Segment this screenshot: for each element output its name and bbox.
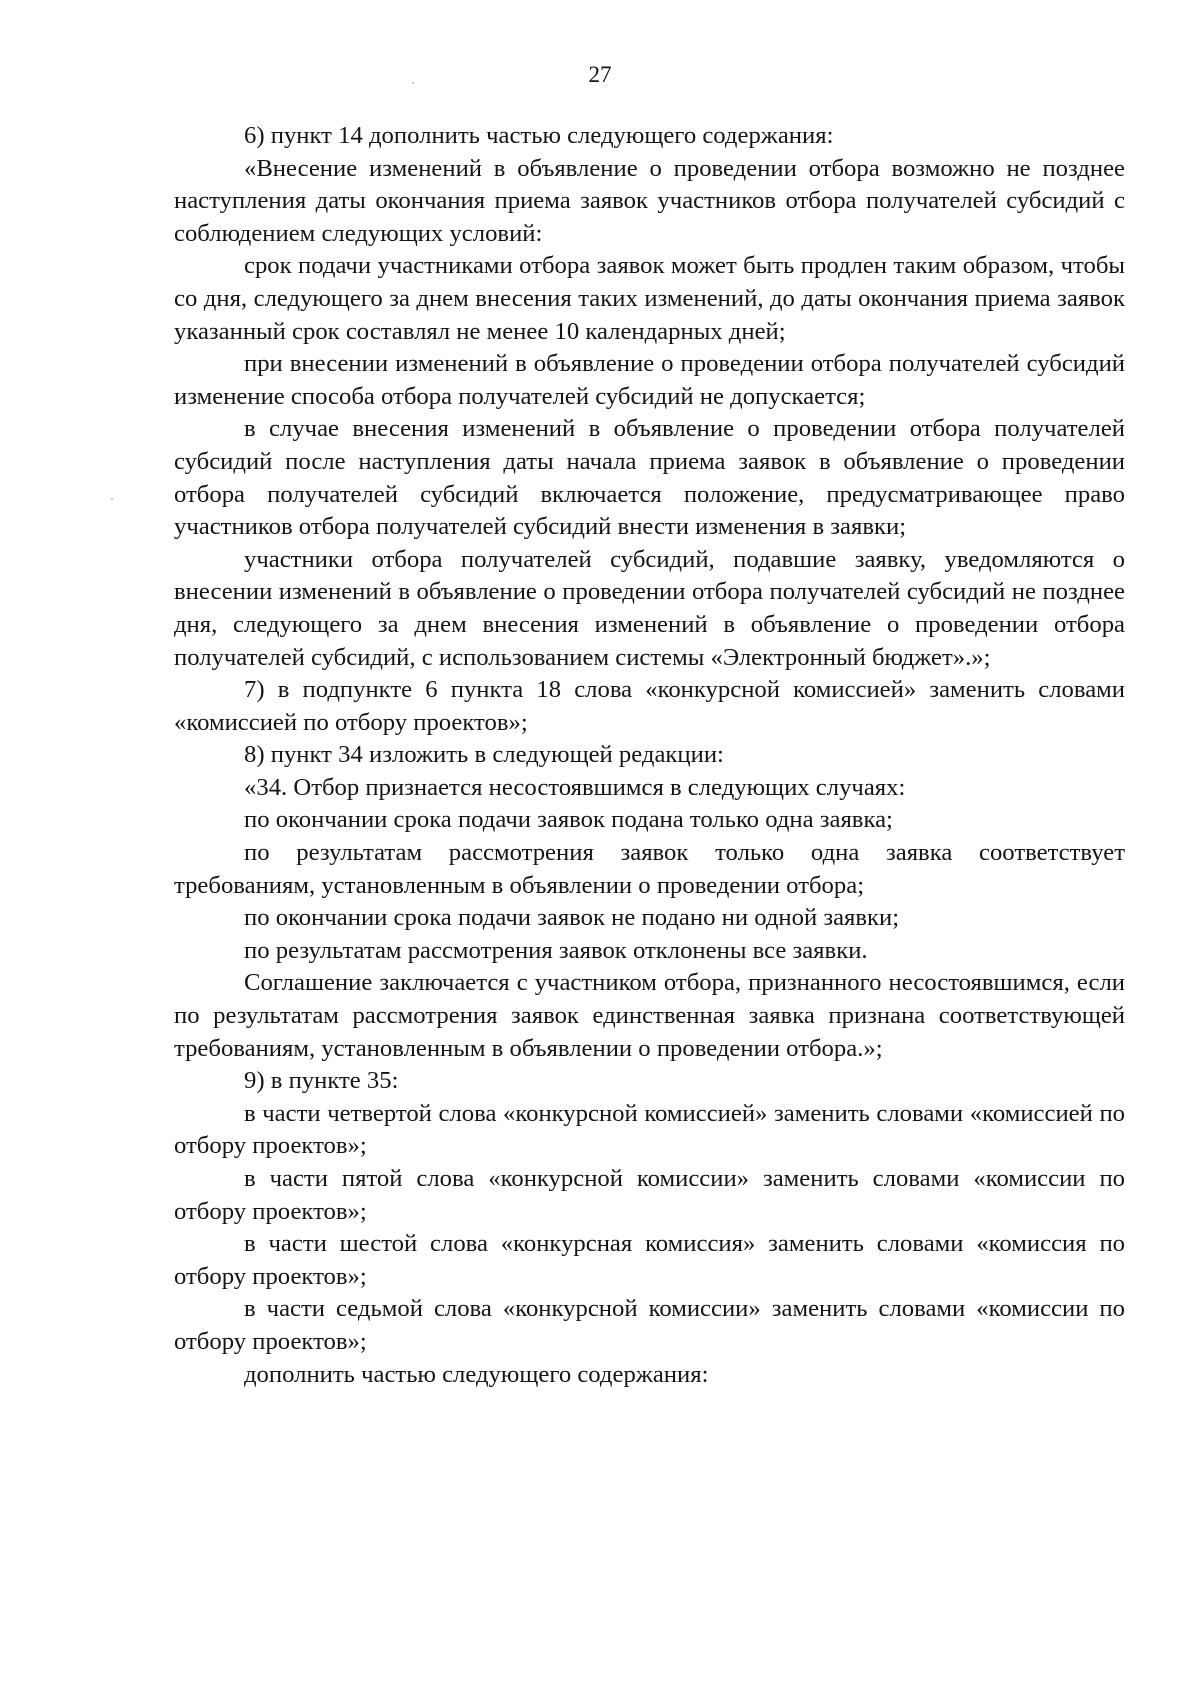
page-number: 27 — [588, 62, 612, 87]
paragraph: при внесении изменений в объявление о проведении отбора получателей субсидий изменение способа отбора получателей субсидий не допускается; — [174, 350, 1125, 410]
paragraph: по окончании срока подачи заявок не подано ни одной заявки; — [244, 904, 900, 932]
scan-speck — [111, 498, 113, 500]
paragraph: по результатам рассмотрения заявок отклонены все заявки. — [244, 936, 868, 964]
paragraph: в части шестой слова «конкурсная комиссия» заменить словами «комиссия по отбору проектов»; — [174, 1230, 1125, 1290]
paragraph: дополнить частью следующего содержания: — [244, 1360, 709, 1388]
paragraph: в части седьмой слова «конкурсной комиссии» заменить словами «комиссии по отбору проектов»; — [174, 1295, 1125, 1355]
paragraph: Соглашение заключается с участником отбора, признанного несостоявшимся, если по результатам рассмотрения заявок единственная заявка признана соответствующей требованиям, установленным в объявлении о проведении отбора.»; — [174, 969, 1125, 1062]
scan-speck — [412, 82, 414, 84]
paragraph: в случае внесения изменений в объявление о проведении отбора получателей субсидий после наступления даты начала приема заявок в объявление о проведении отбора получателей субсидий включается положение, предусматривающее право участников отбора получателей субсидий внести изменения в заявки; — [174, 415, 1125, 541]
paragraph: в части пятой слова «конкурсной комиссии» заменить словами «комиссии по отбору проектов»; — [174, 1165, 1125, 1225]
document-body — [174, 120, 1125, 1391]
paragraph: по результатам рассмотрения заявок только одна заявка соответствует требованиям, установленным в объявлении о проведении отбора; — [174, 839, 1125, 899]
paragraph: по окончании срока подачи заявок подана только одна заявка; — [244, 806, 893, 834]
paragraph: в части четвертой слова «конкурсной комиссией» заменить словами «комиссией по отбору проектов»; — [174, 1099, 1125, 1160]
paragraph: 6) пункт 14 дополнить частью следующего содержания: — [244, 122, 834, 149]
paragraph: участники отбора получателей субсидий, подавшие заявку, уведомляются о внесении изменений в объявление о проведении отбора получателей субсидий не позднее дня, следующего за днем внесения изменений в объявление о проведении отбора получателей субсидий, с использованием системы «Электронный бюджет».»; — [174, 545, 1125, 671]
paragraph: 7) в подпункте 6 пункта 18 слова «конкурсной комиссией» заменить словами «комиссией по отбору проектов»; — [174, 676, 1125, 736]
paragraph: 8) пункт 34 изложить в следующей редакции: — [244, 741, 724, 769]
paragraph: «Внесение изменений в объявление о проведении отбора возможно не позднее наступления даты окончания приема заявок участников отбора получателей субсидий с соблюдением следующих условий: — [174, 154, 1125, 247]
paragraph: «34. Отбор признается несостоявшимся в следующих случаях: — [244, 773, 906, 801]
paragraph: срок подачи участниками отбора заявок может быть продлен таким образом, чтобы со дня, следующего за днем внесения таких изменений, до даты окончания приема заявок указанный срок составлял не менее 10 календарных дней; — [174, 252, 1125, 345]
paragraph: 9) в пункте 35: — [244, 1067, 399, 1095]
